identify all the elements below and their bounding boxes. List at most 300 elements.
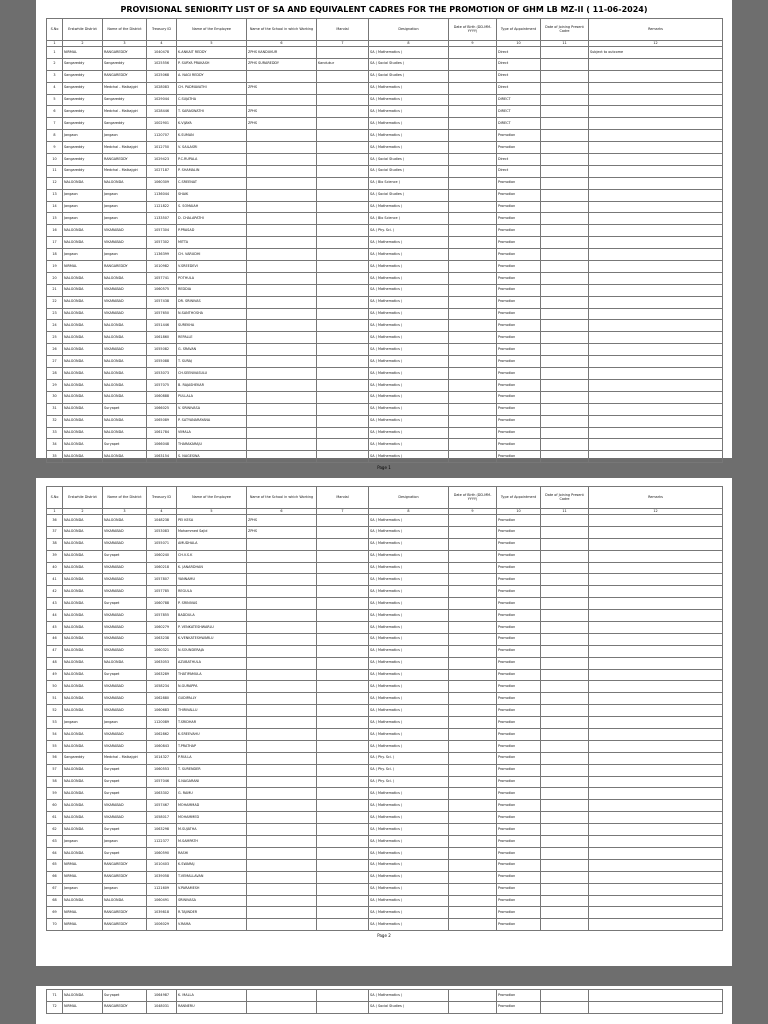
table-cell: [449, 118, 497, 130]
table-cell: Jangaon: [63, 249, 103, 261]
table-cell: [541, 320, 589, 332]
table-cell: 1062880: [147, 693, 177, 705]
table-cell: [541, 895, 589, 907]
table-cell: Promotion: [497, 427, 541, 439]
table-cell: VIKARABAD: [103, 574, 147, 586]
table-cell: Promotion: [497, 800, 541, 812]
table-cell: Jangaon: [63, 883, 103, 895]
table-cell: [589, 237, 723, 249]
table-row: [47, 586, 723, 598]
table-cell: V. SAILASRI: [177, 142, 247, 154]
table-cell: CH.V.S.K: [177, 550, 247, 562]
table-cell: [247, 165, 317, 177]
table-cell: 55: [47, 740, 63, 752]
column-header: Erstwhile District: [63, 19, 103, 41]
column-index: 7: [317, 41, 369, 47]
table-cell: SA ( Mathematics ): [369, 812, 449, 824]
table-cell: [247, 883, 317, 895]
table-cell: [449, 776, 497, 788]
table-cell: T.PRATHAP: [177, 740, 247, 752]
table-cell: 65: [47, 859, 63, 871]
column-index: 11: [541, 509, 589, 515]
table-cell: SA ( Phy. Sci. ): [369, 776, 449, 788]
table-cell: Jangaon: [103, 717, 147, 729]
table-cell: [449, 296, 497, 308]
table-row: [47, 871, 723, 883]
table-cell: Medchal - Malkajgiri: [103, 752, 147, 764]
table-cell: [541, 586, 589, 598]
table-cell: MOHAMMAD: [177, 800, 247, 812]
table-cell: NALGONDA: [63, 776, 103, 788]
table-cell: [449, 403, 497, 415]
table-cell: [541, 213, 589, 225]
column-header: Name of the School in which Working: [247, 487, 317, 509]
table-cell: VIKARABAD: [103, 344, 147, 356]
table-cell: [589, 368, 723, 380]
table-cell: 31: [47, 403, 63, 415]
table-cell: [317, 189, 369, 201]
table-cell: [317, 261, 369, 273]
table-cell: [247, 189, 317, 201]
table-cell: [589, 824, 723, 836]
table-cell: Sangareddy: [63, 58, 103, 70]
table-row: [47, 693, 723, 705]
table-cell: [247, 154, 317, 166]
table-cell: [317, 705, 369, 717]
table-cell: P.PRASAD: [177, 225, 247, 237]
table-cell: Promotion: [497, 919, 541, 931]
table-cell: 1057467: [147, 800, 177, 812]
table-cell: [247, 919, 317, 931]
table-cell: [449, 272, 497, 284]
table-cell: 15: [47, 213, 63, 225]
table-cell: [317, 847, 369, 859]
table-cell: 4: [47, 82, 63, 94]
table-cell: [317, 824, 369, 836]
table-cell: NIRMAL: [63, 47, 103, 59]
table-cell: Promotion: [497, 538, 541, 550]
table-cell: Promotion: [497, 871, 541, 883]
table-cell: P. SHAMALIN: [177, 165, 247, 177]
table-cell: [589, 94, 723, 106]
table-header: [47, 487, 723, 515]
table-cell: [449, 633, 497, 645]
column-header: Date of Birth (DD-MM-YYYY): [449, 19, 497, 41]
table-cell: 52: [47, 705, 63, 717]
table-cell: NALGONDA: [63, 598, 103, 610]
table-cell: 1060575: [147, 284, 177, 296]
column-index: 10: [497, 41, 541, 47]
table-cell: SA ( Mathematics ): [369, 622, 449, 634]
table-cell: 1063289: [147, 669, 177, 681]
table-cell: NALGONDA: [63, 824, 103, 836]
table-cell: SA ( Mathematics ): [369, 729, 449, 741]
page-number: Page 2: [377, 933, 391, 939]
table-row: [47, 261, 723, 273]
table-cell: [449, 344, 497, 356]
table-cell: [589, 177, 723, 189]
table-cell: [541, 106, 589, 118]
table-cell: [247, 657, 317, 669]
table-cell: [541, 729, 589, 741]
table-cell: [247, 633, 317, 645]
table-cell: [449, 368, 497, 380]
column-index: 9: [449, 509, 497, 515]
table-cell: [541, 118, 589, 130]
table-cell: [449, 308, 497, 320]
table-cell: Promotion: [497, 515, 541, 527]
table-cell: Sangareddy: [103, 58, 147, 70]
table-cell: [449, 729, 497, 741]
table-cell: Promotion: [497, 189, 541, 201]
table-cell: SA ( Mathematics ): [369, 633, 449, 645]
table-row: [47, 990, 723, 1002]
table-cell: [541, 907, 589, 919]
table-cell: Suryapet: [103, 776, 147, 788]
table-row: [47, 308, 723, 320]
table-cell: Promotion: [497, 895, 541, 907]
table-cell: [589, 622, 723, 634]
table-cell: [317, 403, 369, 415]
table-cell: NALGONDA: [103, 427, 147, 439]
table-cell: Suryapet: [103, 550, 147, 562]
table-cell: [317, 788, 369, 800]
table-row: [47, 824, 723, 836]
table-cell: ZPHS SURAREDDY: [247, 58, 317, 70]
table-cell: Promotion: [497, 776, 541, 788]
table-cell: [247, 249, 317, 261]
table-cell: SA ( Mathematics ): [369, 332, 449, 344]
table-row: [47, 788, 723, 800]
table-cell: K.VENKATESHWARLU: [177, 633, 247, 645]
table-row: [47, 622, 723, 634]
table-cell: SA ( Mathematics ): [369, 598, 449, 610]
table-cell: SA ( Mathematics ): [369, 836, 449, 848]
table-cell: [541, 669, 589, 681]
table-cell: [589, 356, 723, 368]
table-cell: 1002901: [147, 118, 177, 130]
table-cell: NIRMAL: [63, 1001, 103, 1013]
table-cell: [541, 883, 589, 895]
table-cell: [247, 451, 317, 463]
table-cell: NALGONDA: [63, 391, 103, 403]
table-row: [47, 439, 723, 451]
table-cell: [541, 824, 589, 836]
table-cell: [541, 415, 589, 427]
table-cell: SHAIK: [177, 189, 247, 201]
table-cell: [317, 344, 369, 356]
table-cell: [449, 598, 497, 610]
table-cell: NALGONDA: [63, 812, 103, 824]
table-cell: Promotion: [497, 622, 541, 634]
table-cell: SA ( Mathematics ): [369, 47, 449, 59]
table-cell: Promotion: [497, 883, 541, 895]
table-cell: [589, 871, 723, 883]
table-cell: [541, 740, 589, 752]
table-cell: RASHI: [177, 847, 247, 859]
table-cell: 53: [47, 717, 63, 729]
table-cell: NALGONDA: [63, 788, 103, 800]
table-row: [47, 526, 723, 538]
table-cell: 1010403: [147, 859, 177, 871]
table-cell: [449, 427, 497, 439]
table-cell: [247, 379, 317, 391]
table-cell: 1025068: [147, 70, 177, 82]
table-cell: 1057785: [147, 586, 177, 598]
table-cell: [317, 154, 369, 166]
table-cell: NALGONDA: [63, 272, 103, 284]
table-cell: Promotion: [497, 379, 541, 391]
table-cell: RANGAREDDY: [103, 47, 147, 59]
table-cell: [589, 574, 723, 586]
table-cell: [247, 586, 317, 598]
table-cell: NALGONDA: [63, 451, 103, 463]
table-row: [47, 189, 723, 201]
table-row: [47, 272, 723, 284]
table-cell: 67: [47, 883, 63, 895]
column-index: 1: [47, 41, 63, 47]
table-cell: 51: [47, 693, 63, 705]
table-row: [47, 320, 723, 332]
table-cell: 41: [47, 574, 63, 586]
table-cell: [589, 681, 723, 693]
table-cell: 6: [47, 106, 63, 118]
table-cell: P. SURYA PRAKASH: [177, 58, 247, 70]
table-cell: Sangareddy: [103, 94, 147, 106]
table-cell: [449, 201, 497, 213]
table-cell: Promotion: [497, 681, 541, 693]
table-cell: [247, 598, 317, 610]
table-cell: M.SAMPATH: [177, 836, 247, 848]
table-cell: NIRMAL: [63, 261, 103, 273]
table-cell: SA ( Mathematics ): [369, 871, 449, 883]
table-cell: THATIPAMULA: [177, 669, 247, 681]
table-cell: [247, 574, 317, 586]
table-row: [47, 681, 723, 693]
table-row: [47, 598, 723, 610]
table-cell: [589, 82, 723, 94]
table-cell: [247, 610, 317, 622]
table-cell: Promotion: [497, 249, 541, 261]
table-cell: [449, 177, 497, 189]
column-index: 3: [103, 509, 147, 515]
table-cell: P. SATYANARAYANA: [177, 415, 247, 427]
table-cell: N.GURAPPA: [177, 681, 247, 693]
table-cell: [317, 379, 369, 391]
table-cell: [541, 562, 589, 574]
table-cell: Promotion: [497, 693, 541, 705]
table-cell: RANNERU: [177, 1001, 247, 1013]
table-row: [47, 776, 723, 788]
table-cell: [589, 788, 723, 800]
table-cell: 1063154: [147, 451, 177, 463]
table-cell: Promotion: [497, 213, 541, 225]
table-cell: [247, 403, 317, 415]
table-cell: [317, 907, 369, 919]
table-cell: 1064987: [147, 990, 177, 1002]
table-cell: Promotion: [497, 562, 541, 574]
table-cell: [317, 356, 369, 368]
column-header: Date of Birth (DD-MM-YYYY): [449, 487, 497, 509]
table-cell: K.VIJAYA: [177, 118, 247, 130]
table-cell: Promotion: [497, 729, 541, 741]
table-cell: V.PARAMESH: [177, 883, 247, 895]
table-cell: K. MALLA: [177, 990, 247, 1002]
table-cell: Promotion: [497, 574, 541, 586]
table-row: [47, 859, 723, 871]
table-cell: [589, 201, 723, 213]
column-index: 3: [103, 41, 147, 47]
table-cell: 21: [47, 284, 63, 296]
table-cell: [449, 261, 497, 273]
table-cell: [589, 439, 723, 451]
table-cell: 25: [47, 332, 63, 344]
table-cell: [317, 681, 369, 693]
table-cell: VIKARABAD: [103, 633, 147, 645]
table-cell: [589, 812, 723, 824]
table-cell: [449, 1001, 497, 1013]
table-cell: G. RAMU: [177, 788, 247, 800]
table-cell: Promotion: [497, 788, 541, 800]
table-cell: [541, 574, 589, 586]
table-cell: [541, 142, 589, 154]
table-cell: Direct: [497, 165, 541, 177]
table-cell: [317, 332, 369, 344]
table-cell: [317, 859, 369, 871]
table-cell: Promotion: [497, 332, 541, 344]
table-cell: 57: [47, 764, 63, 776]
table-cell: [449, 189, 497, 201]
column-header: Treasury ID: [147, 487, 177, 509]
table-cell: [247, 562, 317, 574]
table-cell: 1136399: [147, 249, 177, 261]
table-cell: NALGONDA: [63, 296, 103, 308]
table-cell: NALGONDA: [63, 800, 103, 812]
table-cell: Sangareddy: [63, 94, 103, 106]
table-cell: 1060279: [147, 622, 177, 634]
table-cell: [541, 550, 589, 562]
table-cell: Promotion: [497, 368, 541, 380]
table-cell: [541, 403, 589, 415]
table-cell: [449, 320, 497, 332]
table-cell: Suryapet: [103, 669, 147, 681]
table-cell: VIKARABAD: [103, 681, 147, 693]
table-cell: 40: [47, 562, 63, 574]
table-cell: [247, 752, 317, 764]
table-cell: NALGONDA: [63, 550, 103, 562]
table-cell: NALGONDA: [63, 633, 103, 645]
table-cell: V.SREEDEVI: [177, 261, 247, 273]
table-cell: [541, 296, 589, 308]
table-row: [47, 106, 723, 118]
table-cell: 2: [47, 58, 63, 70]
table-cell: SA ( Social Studies ): [369, 58, 449, 70]
table-cell: [541, 427, 589, 439]
table-cell: SA ( Mathematics ): [369, 379, 449, 391]
table-cell: [247, 859, 317, 871]
table-cell: 1027187: [147, 165, 177, 177]
table-cell: Promotion: [497, 272, 541, 284]
table-cell: 1063053: [147, 657, 177, 669]
table-cell: [589, 142, 723, 154]
table-row: [47, 118, 723, 130]
table-cell: VIKARABAD: [103, 812, 147, 824]
table-cell: Jangaon: [103, 130, 147, 142]
table-row: [47, 633, 723, 645]
table-cell: [541, 526, 589, 538]
table-cell: Suryapet: [103, 990, 147, 1002]
seniority-table-page-3: [46, 989, 723, 1014]
table-cell: [541, 391, 589, 403]
table-row: [47, 379, 723, 391]
table-cell: [589, 693, 723, 705]
table-cell: [317, 427, 369, 439]
table-cell: [541, 657, 589, 669]
table-cell: [541, 919, 589, 931]
table-cell: VIKARABAD: [103, 284, 147, 296]
table-cell: NIRMAL: [63, 907, 103, 919]
table-cell: Promotion: [497, 344, 541, 356]
table-cell: [247, 681, 317, 693]
table-cell: SA ( Mathematics ): [369, 515, 449, 527]
table-cell: [541, 439, 589, 451]
table-cell: SA ( Mathematics ): [369, 439, 449, 451]
table-cell: ZPHS: [247, 106, 317, 118]
table-cell: [449, 990, 497, 1002]
table-cell: SA ( Mathematics ): [369, 403, 449, 415]
table-cell: K. JANARDHAN: [177, 562, 247, 574]
table-cell: VIKARABAD: [103, 705, 147, 717]
table-cell: C.SREENAT: [177, 177, 247, 189]
table-cell: Promotion: [497, 598, 541, 610]
table-row: [47, 847, 723, 859]
table-cell: ZPHS: [247, 82, 317, 94]
table-cell: GUDIPALLY: [177, 693, 247, 705]
table-cell: 1012750: [147, 142, 177, 154]
table-cell: NALGONDA: [103, 451, 147, 463]
table-cell: SA ( Mathematics ): [369, 320, 449, 332]
table-cell: Promotion: [497, 705, 541, 717]
table-cell: [541, 693, 589, 705]
table-cell: VIKARABAD: [103, 308, 147, 320]
table-cell: Promotion: [497, 859, 541, 871]
table-cell: [589, 130, 723, 142]
column-index: 7: [317, 509, 369, 515]
table-row: [47, 130, 723, 142]
table-cell: [247, 225, 317, 237]
table-cell: [541, 308, 589, 320]
table-cell: [589, 633, 723, 645]
table-row: [47, 142, 723, 154]
table-cell: P.C.RUPALA: [177, 154, 247, 166]
table-cell: [449, 526, 497, 538]
table-cell: [247, 990, 317, 1002]
table-cell: [247, 439, 317, 451]
table-cell: SA ( Phy. Sci. ): [369, 752, 449, 764]
table-cell: 17: [47, 237, 63, 249]
table-cell: 64: [47, 847, 63, 859]
table-cell: [589, 586, 723, 598]
table-cell: [317, 586, 369, 598]
table-cell: [247, 550, 317, 562]
table-cell: [541, 598, 589, 610]
table-cell: [541, 356, 589, 368]
table-cell: [541, 788, 589, 800]
table-cell: Jangaon: [103, 836, 147, 848]
table-cell: NALGONDA: [63, 403, 103, 415]
table-cell: 42: [47, 586, 63, 598]
column-header: Mandal: [317, 487, 369, 509]
